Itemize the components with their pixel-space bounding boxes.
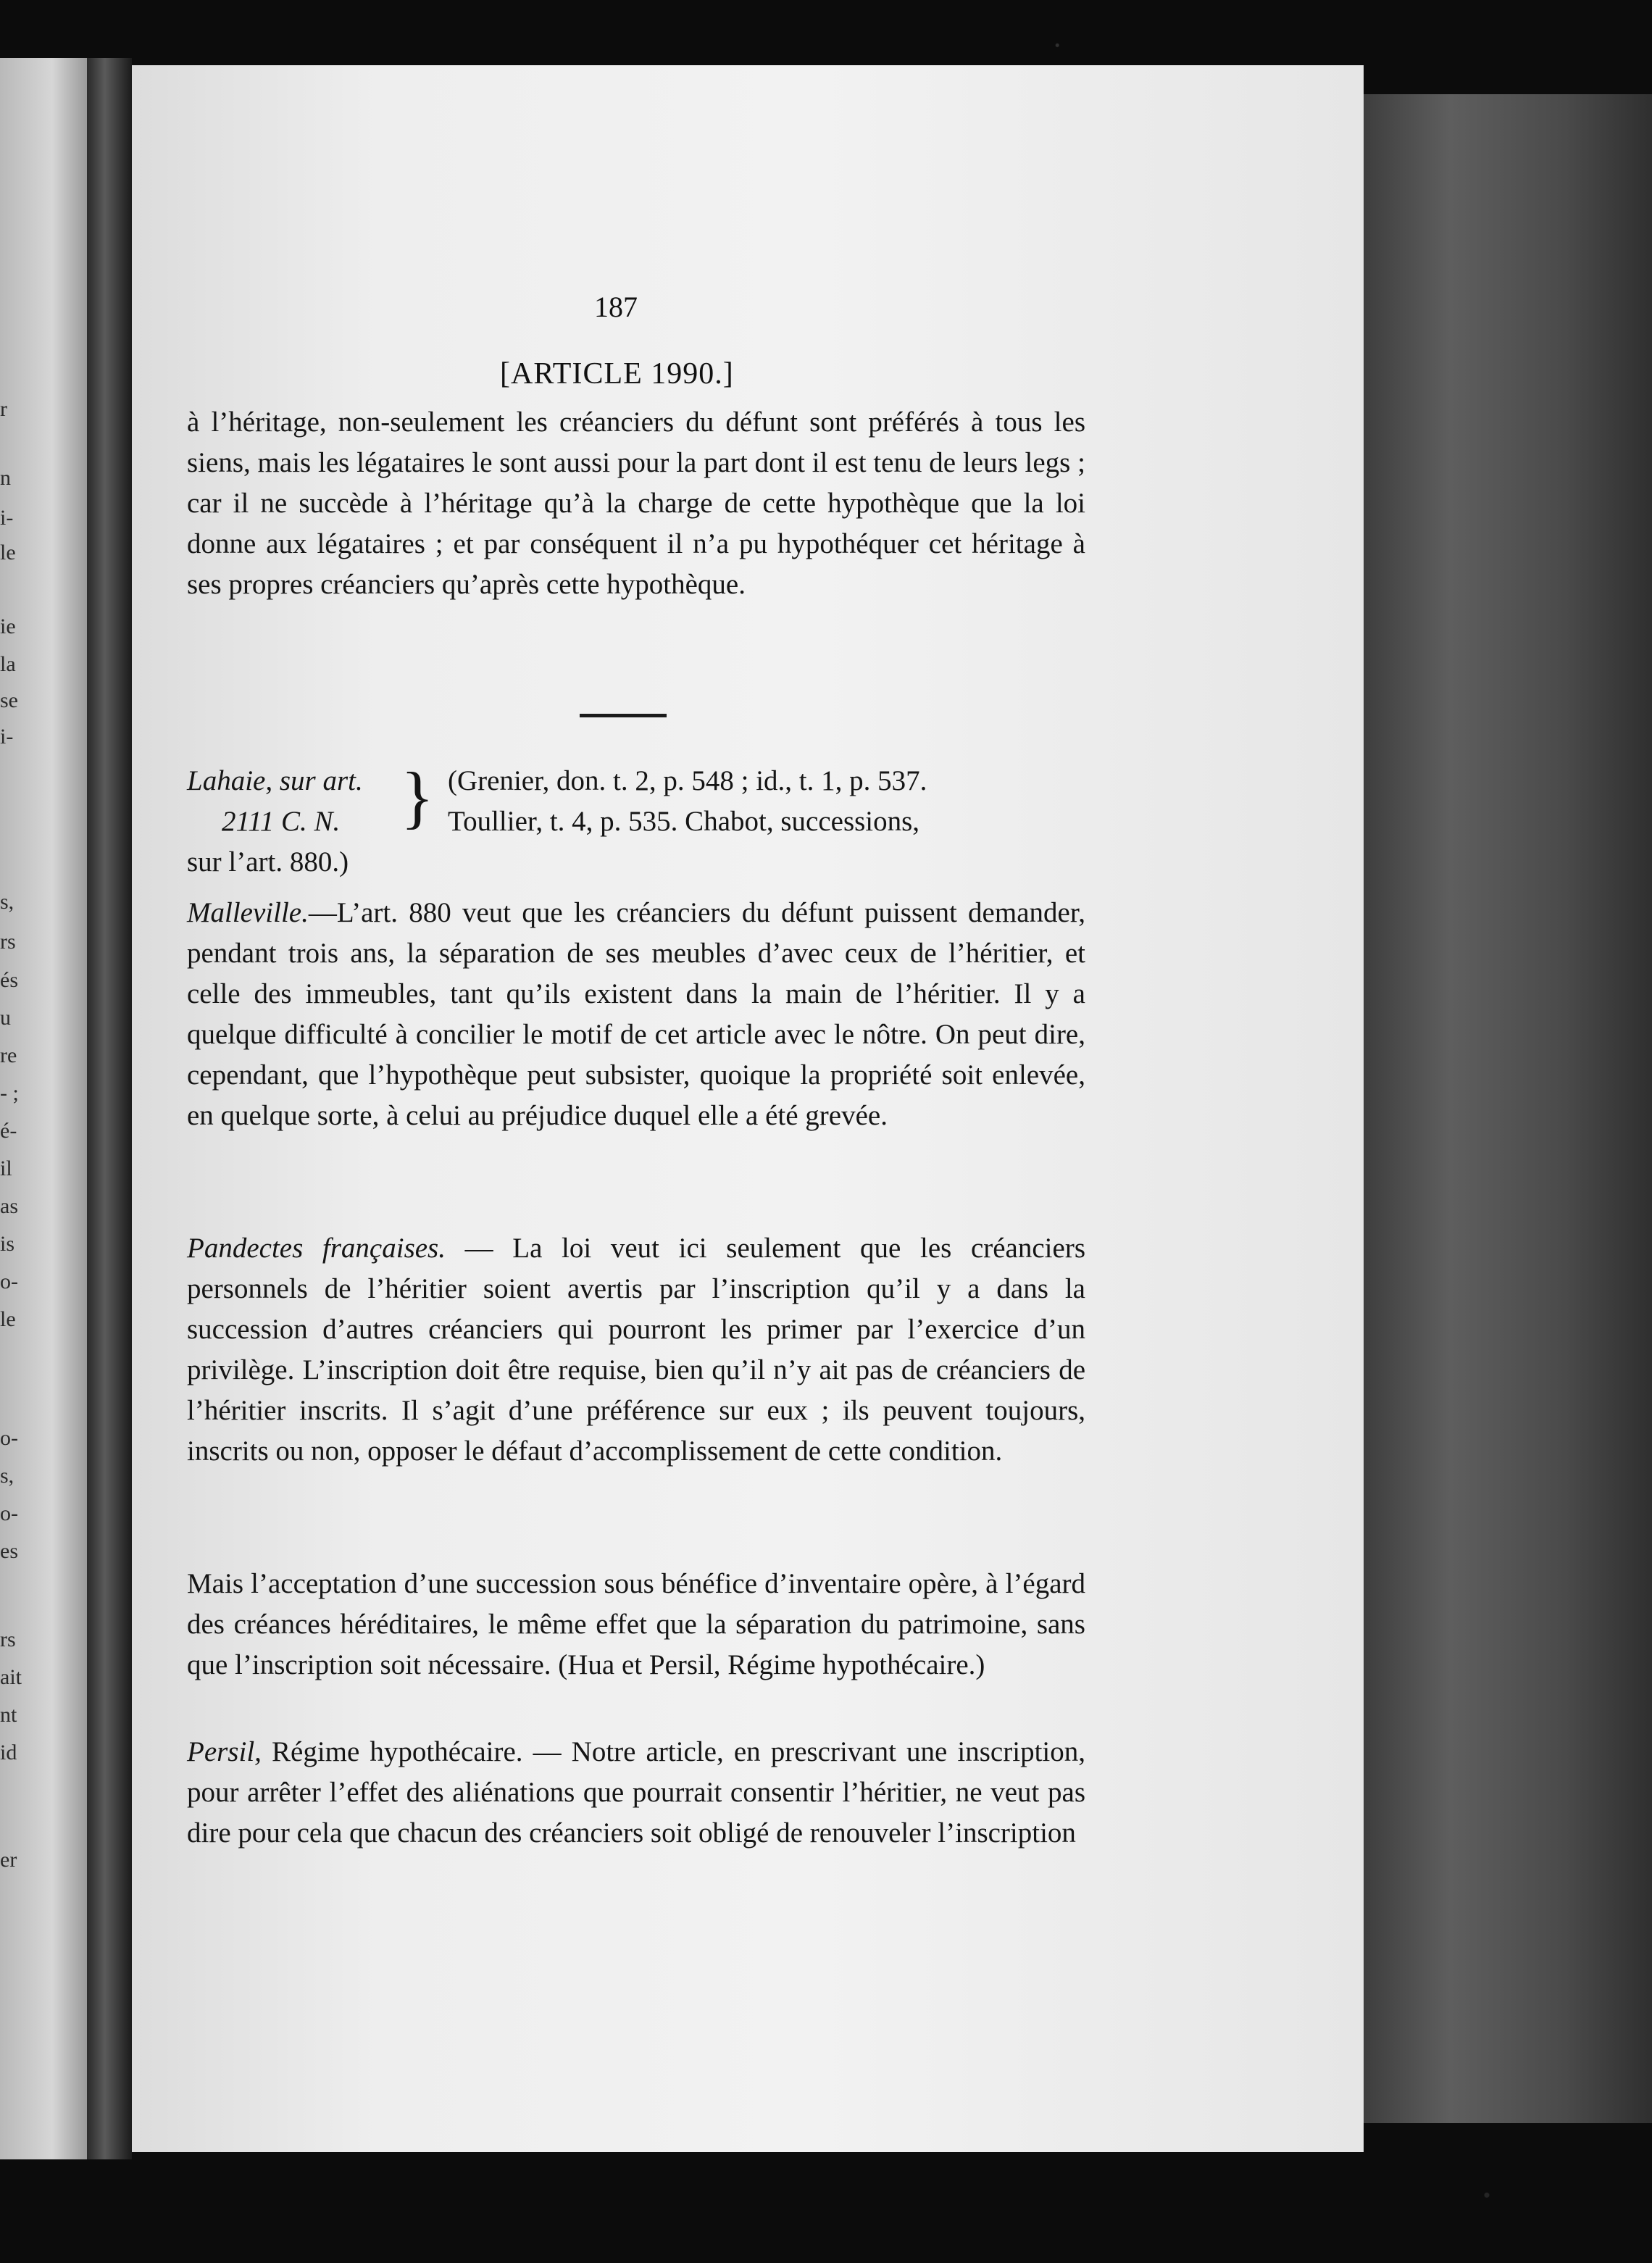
previous-page-edge: [0, 58, 87, 2159]
left-fragment: o-: [0, 1426, 18, 1450]
commentary-text: — La loi veut ici seulement que les créanciers personnels de l’héritier soient avertis par l’inscription qu’il y a dans la succession d’autres créanciers qui pourront les primer par l’exercice d’un privilège. L’inscription doit être requise, bien qu’il n’y ait pas de créanciers de l’héritier inscrits. Il s’agit d’une préférence sur eux ; ils peuvent toujours, inscrits ou non, opposer le défaut d’accomplissement de cette condition.: [187, 1233, 1085, 1467]
commentary-text: Régime hypothécaire. — Notre article, en prescrivant une inscription, pour arrêter l’effet des aliénations que pourrait consentir l’héritier, ne veut pas dire pour cela que chacun des créanciers soit obligé de renouveler l’inscription: [187, 1736, 1085, 1849]
article-heading: [ARTICLE 1990.]: [500, 357, 734, 391]
left-fragment: ait: [0, 1665, 22, 1689]
left-fragment: s,: [0, 1464, 14, 1488]
left-fragment: id: [0, 1741, 17, 1764]
commentary-persil: [187, 1732, 1085, 1854]
left-fragment: rs: [0, 930, 16, 954]
citation-source-line2: 2111 C. N.: [222, 806, 341, 837]
left-fragment: o-: [0, 1270, 18, 1293]
left-fragment: er: [0, 1848, 17, 1872]
left-fragment: nt: [0, 1703, 17, 1727]
commentary-pandectes: [187, 1228, 1085, 1472]
left-fragment: i-: [0, 506, 14, 530]
commentary-author: Pandectes françaises.: [187, 1233, 446, 1264]
opening-paragraph: à l’héritage, non-seulement les créanciers du défunt sont préférés à tous les siens, mais les légataires le sont aussi pour la part dont il est tenu de leurs legs ; car il ne succède à l’héritage qu’à la charge de cette hypothèque que la loi donne aux légataires ; et par conséquent il n’a pu hypothéquer cet héritage à ses propres créanciers qu’après cette hypothèque.: [187, 407, 1085, 600]
left-fragment: le: [0, 541, 16, 564]
citation-source-line1: Lahaie, sur art.: [187, 765, 363, 796]
commentary-author: Persil,: [187, 1736, 262, 1767]
left-fragment: es: [0, 1539, 18, 1563]
citation-source: [187, 761, 397, 842]
section-rule: [580, 714, 667, 717]
left-fragment: rs: [0, 1628, 16, 1651]
left-fragment: la: [0, 652, 16, 676]
commentary-acceptation: [187, 1564, 1085, 1685]
commentary-text: Mais l’acceptation d’une succession sous bénéfice d’inventaire opère, à l’égard des créances héréditaires, le même effet que la séparation du patrimoine, sans que l’inscription soit nécessaire. (Hua et Persil, Régime hypothécaire.): [187, 1568, 1085, 1680]
left-fragment: é-: [0, 1119, 17, 1143]
book-gutter: [87, 58, 132, 2159]
left-fragment: u: [0, 1006, 11, 1030]
left-fragment: és: [0, 968, 18, 992]
left-fragment: o-: [0, 1501, 18, 1525]
left-fragment: re: [0, 1043, 17, 1067]
left-fragment: s,: [0, 890, 14, 914]
citation-reference-line1: (Grenier, don. t. 2, p. 548 ; id., t. 1, p. 537.: [448, 765, 927, 796]
citation-references: [448, 761, 1085, 842]
left-fragment: r: [0, 397, 7, 421]
left-fragment: ie: [0, 614, 16, 638]
left-fragment: - ;: [0, 1081, 19, 1105]
commentary-malleville: [187, 893, 1085, 1136]
left-fragment: as: [0, 1194, 18, 1218]
left-fragment: se: [0, 688, 18, 712]
left-fragment: n: [0, 466, 11, 490]
left-fragment: i-: [0, 725, 14, 749]
left-fragment: il: [0, 1156, 12, 1180]
citation-tail: sur l’art. 880.): [187, 846, 349, 878]
page-number: 187: [594, 291, 638, 323]
commentary-author: Malleville.: [187, 897, 309, 928]
commentary-text: —L’art. 880 veut que les créanciers du défunt puissent demander, pendant trois ans, la séparation de ses meubles d’avec ceux de l’héritier, et celle des immeubles, tant qu’ils existent dans la main de l’héritier. Il y a quelque difficulté à concilier le motif de cet article avec le nôtre. On peut dire, cependant, que l’hypothèque peut subsister, quoique la propriété soit enlevée, en quelque sorte, à celui au préjudice duquel elle a été grevée.: [187, 897, 1085, 1131]
citation-reference-line2: Toullier, t. 4, p. 535. Chabot, successions,: [448, 806, 920, 837]
left-fragment: is: [0, 1232, 15, 1256]
citation-brace: }: [401, 758, 435, 835]
left-fragment: le: [0, 1307, 16, 1331]
page-stack-edge: [1364, 94, 1652, 2123]
